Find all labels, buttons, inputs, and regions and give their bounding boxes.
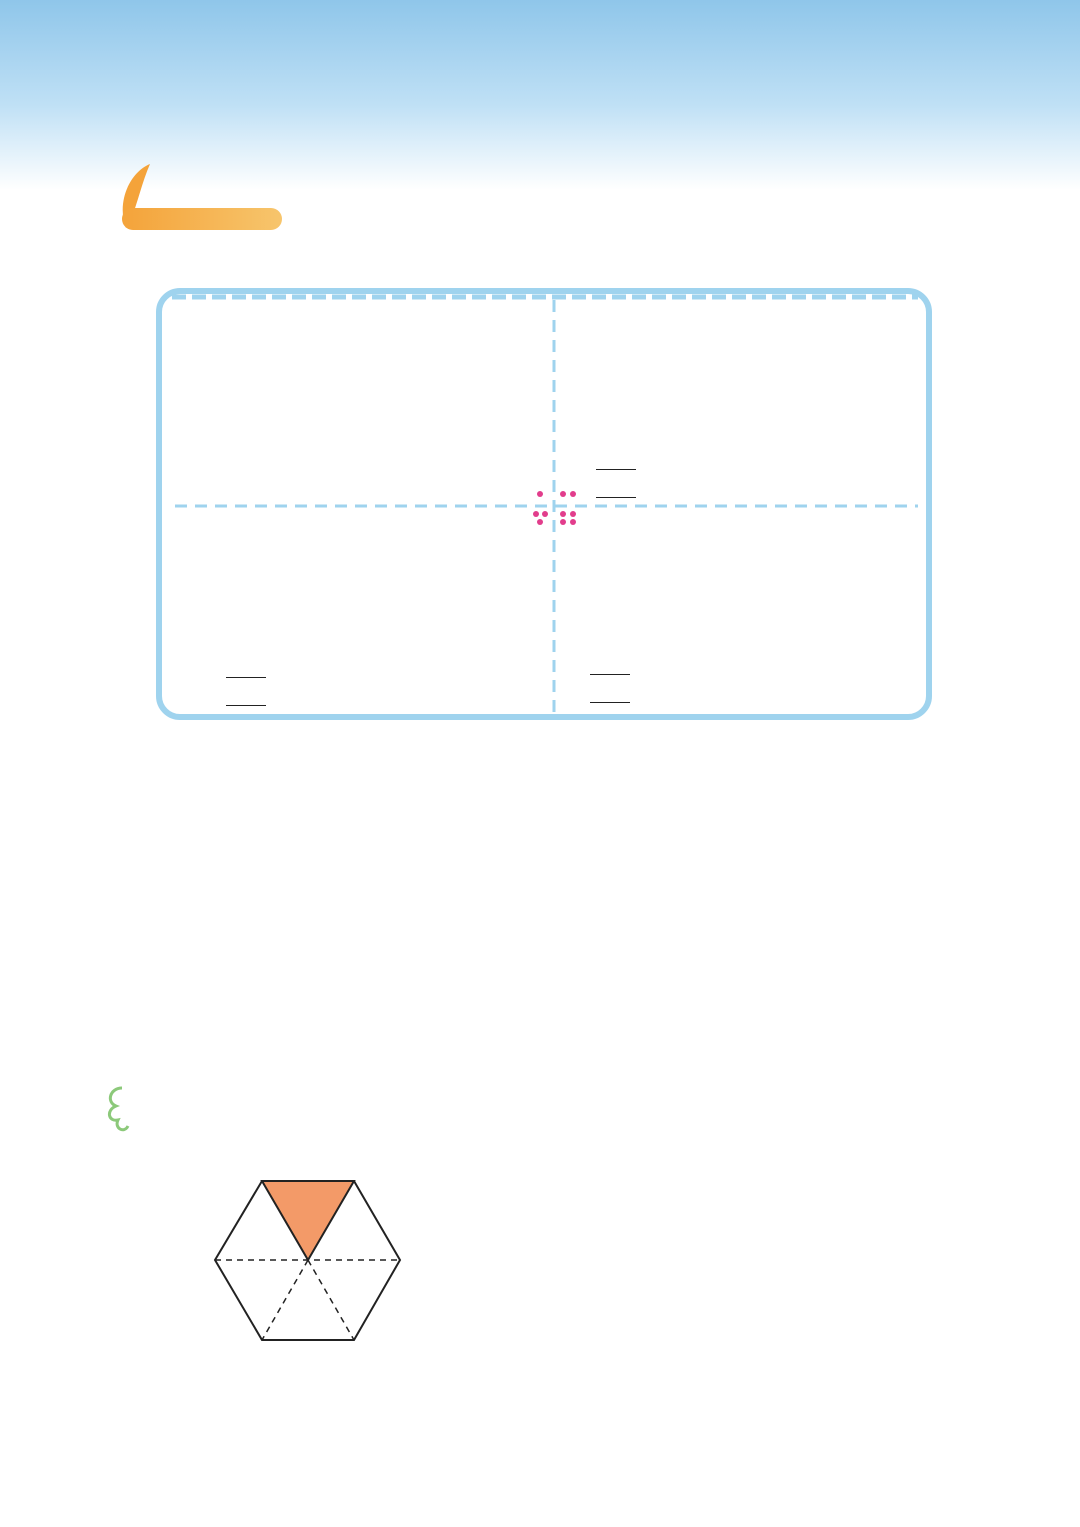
caption-panel-4-line2: [590, 683, 630, 711]
grid-q2: [305, 806, 845, 1076]
grid-panel-1: [262, 315, 482, 465]
caption-panel-2-line2: [596, 478, 636, 506]
answer-blank[interactable]: [226, 687, 266, 706]
caption-panel-3-line1: [226, 658, 266, 686]
answer-blank[interactable]: [596, 479, 636, 498]
answer-blank[interactable]: [590, 656, 630, 675]
grid-panel-4: [626, 513, 846, 663]
thinking-icon: [102, 1080, 142, 1136]
hexagon-figure: [212, 1178, 412, 1348]
caption-panel-2-line1: [596, 450, 636, 478]
answer-blank[interactable]: [596, 451, 636, 470]
answer-blank[interactable]: [590, 684, 630, 703]
pinwheel-figure: [616, 1140, 856, 1380]
caption-panel-4-line1: [590, 655, 630, 683]
answer-blank[interactable]: [226, 659, 266, 678]
grid-panel-3: [262, 513, 482, 663]
grid-panel-2: [626, 307, 846, 457]
caption-panel-3-line2: [226, 686, 266, 714]
